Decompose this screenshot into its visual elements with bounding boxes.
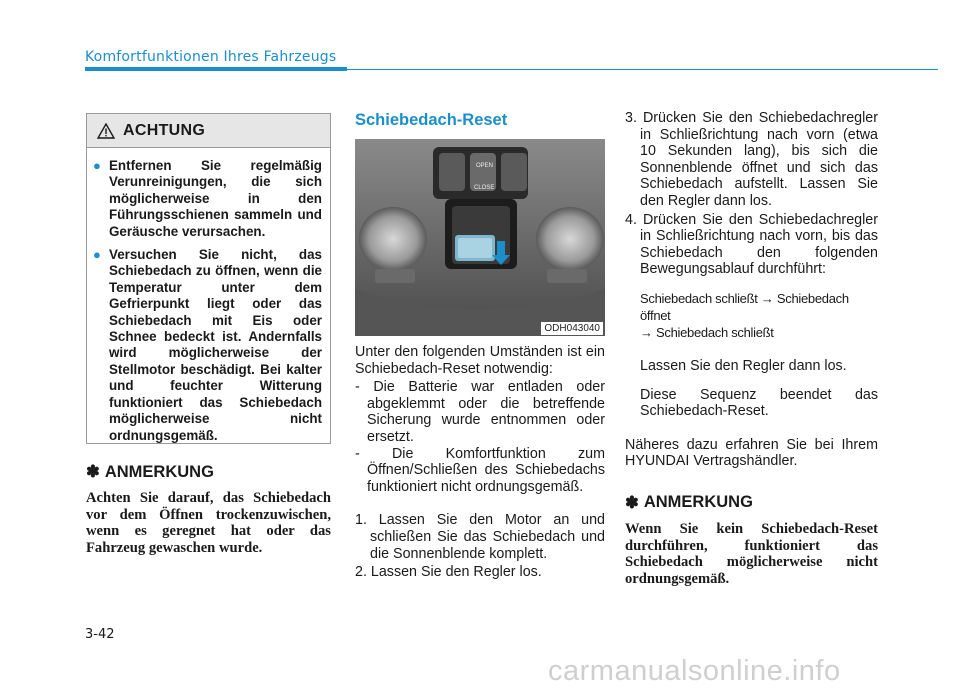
header-rule-thin (347, 69, 938, 70)
header-rule-thick (85, 67, 347, 71)
arrow-icon: → (640, 324, 653, 340)
step-item: 1. Lassen Sie den Motor an und schließen Sie das Schiebedach und die Sonnenblende komplett. (355, 512, 605, 562)
release-text: Lassen Sie den Regler dann los. (640, 357, 847, 374)
sequence-end-text: Diese Sequenz beendet das Schiebedach-Reset. (640, 386, 878, 420)
step-item: 2. Lassen Sie den Regler los. (355, 564, 542, 581)
bullet-icon: ● (93, 247, 101, 263)
caution-box (86, 113, 331, 444)
reset-steps-continued (625, 110, 878, 587)
sunroof-control-photo (355, 139, 605, 336)
caution-list (87, 148, 330, 444)
note-star-icon: ✽ (86, 463, 100, 481)
step-item: 4. Drücken Sie den Schiebedachregler in Schließrichtung nach vorn, bis das Schiebedach den folgenden Bewegungsablauf durchführt: (625, 211, 878, 278)
reset-instructions (355, 344, 605, 581)
note-text: Achten Sie darauf, das Schiebedach vor dem Öffnen trockenzuwischen, wenn es geregnet hat oder das Fahrzeug gewaschen wurde. (86, 490, 331, 556)
bullet-icon: ● (93, 158, 101, 173)
condition-item: - Die Komfortfunktion zum Öffnen/Schließen des Schiebedachs funktioniert nicht ordnungsgemäß. (355, 445, 605, 495)
section-title: Komfortfunktionen Ihres Fahrzeugs (85, 49, 337, 65)
caution-title: ACHTUNG (123, 121, 206, 139)
movement-sequence: Schiebedach schließt → Schiebedach öffnet → Schiebedach schließt (640, 290, 849, 340)
reset-heading: Schiebedach-Reset (355, 111, 508, 129)
note-text: Wenn Sie kein Schiebedach-Reset durchführen, funktioniert das Schiebedach möglicherweise nicht ordnungsgemäß. (625, 520, 878, 587)
watermark: carmanualsonline.info (548, 655, 841, 687)
note-block (625, 493, 878, 587)
note-heading: ✽ ANMERKUNG (625, 493, 753, 512)
close-label: CLOSE (474, 185, 495, 191)
note-block (86, 462, 331, 556)
note-heading: ✽ ANMERKUNG (86, 462, 214, 481)
step-item: 3. Drücken Sie den Schiebedachregler in Schließrichtung nach vorn (etwa 10 Sekunden lang), bis sich die Sonnenblende öffnet und sich das Schiebedach aufstellt. Lassen Sie den Regler dann los. (625, 110, 878, 209)
open-label: OPEN (476, 163, 494, 169)
image-code: ODH043040 (541, 322, 603, 335)
page-number: 3-42 (85, 627, 115, 642)
overhead-console-illustration (355, 139, 605, 336)
note-star-icon: ✽ (625, 493, 639, 512)
caution-item: ● Entfernen Sie regelmäßig Verunreinigungen, die sich möglicherweise in den Führungsschienen sammeln und Geräusche verursachen. (93, 158, 322, 239)
reset-intro: Unter den folgenden Umständen ist ein Schiebedach-Reset notwendig: (355, 344, 605, 377)
caution-item: ● Versuchen Sie nicht, das Schiebedach zu öffnen, wenn die Temperatur unter dem Gefrierpunkt liegt oder das Schiebedach mit Eis oder Schnee bedeckt ist. Andernfalls wird möglicherweise der Stellmotor beschädigt. Bei kalter und feuchter Witterung funktioniert das Schiebedach möglicherweise nicht ordnungsgemäß. (93, 247, 322, 443)
arrow-icon: → (760, 290, 774, 306)
caution-header (87, 114, 330, 148)
warning-triangle-icon (97, 123, 115, 139)
condition-item: - Die Batterie war entladen oder abgeklemmt oder die betreffende Sicherung wurde entnommen oder ersetzt. (355, 379, 605, 445)
dealer-text: Näheres dazu erfahren Sie bei Ihrem HYUNDAI Vertragshändler. (625, 436, 878, 470)
